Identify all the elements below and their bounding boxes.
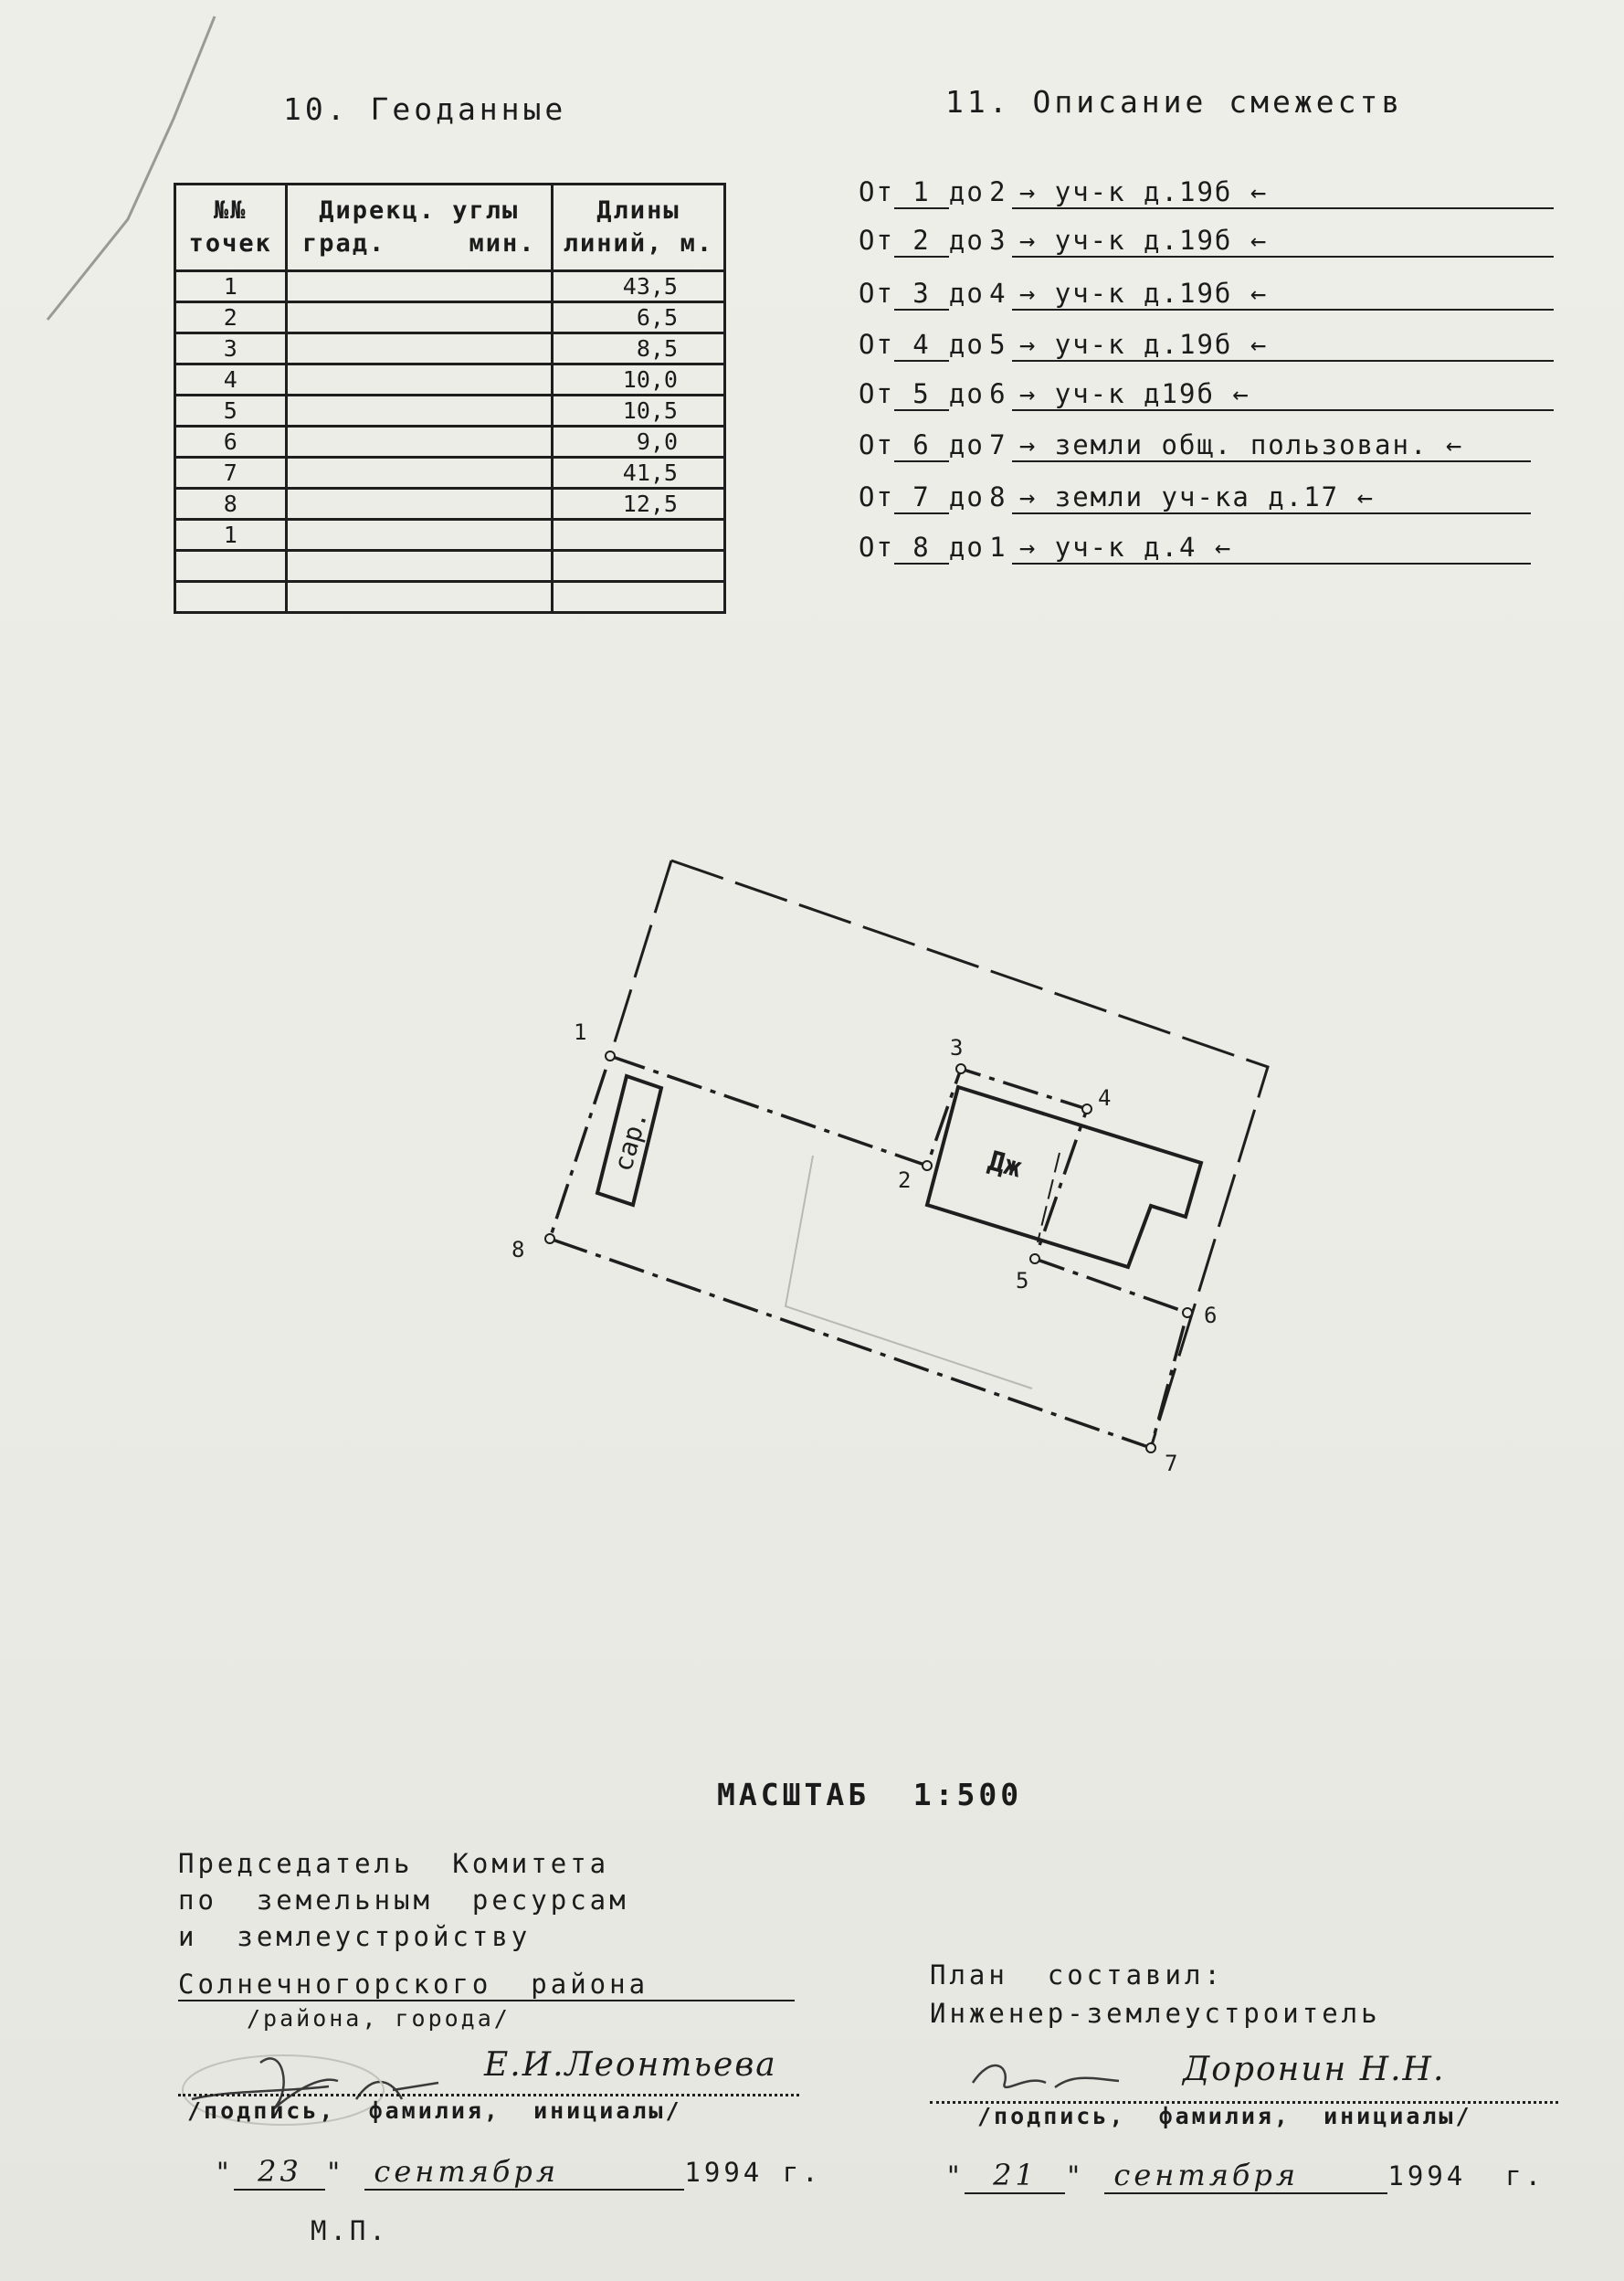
- to-point: 7: [989, 429, 1007, 460]
- adjacency-row: [859, 378, 1554, 415]
- point-cell: 6: [175, 427, 287, 458]
- to-word: до: [948, 176, 985, 207]
- from-word: От: [859, 532, 894, 563]
- composer-date: [945, 2158, 1545, 2194]
- adjacency-description: → земли уч-ка д.17 ←: [1012, 481, 1531, 514]
- from-point: 8: [894, 532, 949, 565]
- scale-label: МАСШТАБ 1:500: [717, 1777, 1023, 1812]
- adjacency-description: → уч-к д19б ←: [1012, 378, 1554, 411]
- chairman-day: 23: [234, 2154, 325, 2191]
- length-cell: 9,0: [552, 427, 724, 458]
- angle-cell: [286, 520, 552, 551]
- to-word: до: [948, 429, 985, 460]
- geodata-title: 10. Геоданные: [283, 91, 567, 127]
- length-cell: 10,5: [552, 396, 724, 427]
- from-word: От: [859, 225, 894, 256]
- from-point: 7: [894, 481, 949, 514]
- geodata-body: [175, 271, 725, 613]
- to-point: 4: [989, 278, 1007, 309]
- angle-cell: [286, 271, 552, 302]
- from-word: От: [859, 176, 894, 207]
- from-word: От: [859, 429, 894, 460]
- length-cell: 12,5: [552, 489, 724, 520]
- quote-close: ": [325, 2157, 345, 2188]
- point-label-8: 8: [511, 1237, 525, 1262]
- to-point: 6: [989, 378, 1007, 409]
- geodata-row: [175, 427, 725, 458]
- angle-cell: [286, 582, 552, 613]
- angle-cell: [286, 396, 552, 427]
- geodata-row: [175, 520, 725, 551]
- adjacency-row: [859, 481, 1531, 518]
- to-point: 8: [989, 481, 1007, 512]
- length-cell: 43,5: [552, 271, 724, 302]
- from-point: 6: [894, 429, 949, 462]
- geodata-row: [175, 302, 725, 333]
- point-label-6: 6: [1204, 1303, 1218, 1328]
- length-cell: 41,5: [552, 458, 724, 489]
- adjacency-row: [859, 429, 1531, 466]
- point-5-marker: [1030, 1254, 1039, 1263]
- house-outline: [927, 1087, 1201, 1267]
- adjacency-description: → уч-к д.4 ←: [1012, 532, 1531, 565]
- length-cell: 8,5: [552, 333, 724, 364]
- geodata-row: [175, 458, 725, 489]
- point-3-marker: [956, 1064, 965, 1073]
- point-cell: 2: [175, 302, 287, 333]
- point-label-1: 1: [574, 1019, 587, 1045]
- chairman-month: сентября: [364, 2154, 684, 2191]
- building-label: Дж: [985, 1145, 1025, 1185]
- geodata-row: [175, 489, 725, 520]
- angle-cell: [286, 333, 552, 364]
- from-point: 1: [894, 176, 949, 209]
- shed-label: сар.: [607, 1106, 654, 1175]
- chairman-line-2: по земельным ресурсам: [178, 1885, 629, 1916]
- point-label-2: 2: [898, 1167, 912, 1193]
- point-2-marker: [923, 1161, 932, 1170]
- adjacency-title: 11. Описание смежеств: [945, 84, 1404, 120]
- angle-cell: [286, 489, 552, 520]
- to-point: 2: [989, 176, 1007, 207]
- point-cell: 1: [175, 520, 287, 551]
- point-1-marker: [606, 1051, 615, 1061]
- point-8-marker: [545, 1234, 554, 1243]
- chairman-sign-caption: /подпись, фамилия, инициалы/: [187, 2097, 682, 2124]
- adjacency-row: [859, 278, 1554, 314]
- composer-day: 21: [965, 2158, 1065, 2194]
- composer-sign-caption: /подпись, фамилия, инициалы/: [977, 2103, 1472, 2129]
- composer-name: Доронин Н.Н.: [1183, 2051, 1446, 2088]
- composer-line-2: Инженер-землеустроитель: [930, 1998, 1381, 2029]
- adjacency-row: [859, 176, 1554, 213]
- geodata-row: [175, 396, 725, 427]
- from-point: 2: [894, 225, 949, 258]
- to-word: до: [948, 481, 985, 512]
- to-word: до: [948, 278, 985, 309]
- composer-line-1: План составил:: [930, 1959, 1224, 1991]
- to-word: до: [948, 532, 985, 563]
- from-word: От: [859, 481, 894, 512]
- point-label-5: 5: [1016, 1268, 1029, 1294]
- chairman-year: 1994 г.: [684, 2157, 822, 2188]
- point-cell: 1: [175, 271, 287, 302]
- point-4-marker: [1082, 1104, 1091, 1114]
- length-cell: 6,5: [552, 302, 724, 333]
- from-point: 3: [894, 278, 949, 311]
- point-cell: 4: [175, 364, 287, 396]
- length-cell: [552, 582, 724, 613]
- angle-cell: [286, 302, 552, 333]
- from-word: От: [859, 378, 894, 409]
- geodata-row: [175, 551, 725, 582]
- point-label-3: 3: [950, 1035, 964, 1061]
- chairman-sign-line: [178, 2092, 799, 2096]
- point-cell: [175, 551, 287, 582]
- adjacency-row: [859, 532, 1531, 568]
- angle-cell: [286, 364, 552, 396]
- angle-cell: [286, 551, 552, 582]
- quote-open: ": [215, 2157, 235, 2188]
- angle-cell: [286, 458, 552, 489]
- composer-year: 1994 г.: [1387, 2160, 1545, 2191]
- adjacency-description: → уч-к д.19б ←: [1012, 278, 1554, 311]
- chairman-district: Солнечногорского района: [178, 1969, 795, 2001]
- length-cell: 10,0: [552, 364, 724, 396]
- geodata-row: [175, 271, 725, 302]
- chairman-district-caption: /района, города/: [247, 2005, 511, 2032]
- to-point: 1: [989, 532, 1007, 563]
- geodata-table: [174, 183, 726, 614]
- length-cell: [552, 520, 724, 551]
- to-word: до: [948, 225, 985, 256]
- point-cell: 5: [175, 396, 287, 427]
- point-label-7: 7: [1165, 1451, 1178, 1476]
- geodata-row: [175, 364, 725, 396]
- length-cell: [552, 551, 724, 582]
- to-word: до: [948, 378, 985, 409]
- site-plan: [493, 840, 1315, 1498]
- from-point: 5: [894, 378, 949, 411]
- from-word: От: [859, 329, 894, 360]
- point-7-marker: [1146, 1443, 1155, 1452]
- adjacency-description: → уч-к д.19б ←: [1012, 329, 1554, 362]
- outer-boundary-left: [612, 861, 671, 1051]
- point-cell: [175, 582, 287, 613]
- to-word: до: [948, 329, 985, 360]
- point-cell: 7: [175, 458, 287, 489]
- header-angles: Дирекц. углы град. мин.: [286, 185, 552, 271]
- point-6-marker: [1183, 1308, 1192, 1317]
- from-word: От: [859, 278, 894, 309]
- angle-cell: [286, 427, 552, 458]
- header-lengths: Длины линий, м.: [552, 185, 724, 271]
- point-cell: 8: [175, 489, 287, 520]
- stamp-place: М.П.: [311, 2215, 389, 2246]
- header-points: №№ точек: [175, 185, 287, 271]
- adjacency-description: → уч-к д.19б ←: [1012, 225, 1554, 258]
- from-point: 4: [894, 329, 949, 362]
- adjacency-description: → уч-к д.19б ←: [1012, 176, 1554, 209]
- adjacency-row: [859, 329, 1554, 365]
- geodata-row: [175, 582, 725, 613]
- geodata-header-row: [175, 185, 725, 271]
- composer-month: сентября: [1104, 2158, 1387, 2194]
- adjacency-row: [859, 225, 1554, 261]
- chairman-line-3: и землеустройству: [178, 1921, 532, 1952]
- to-point: 5: [989, 329, 1007, 360]
- chairman-line-1: Председатель Комитета: [178, 1848, 610, 1879]
- to-point: 3: [989, 225, 1007, 256]
- chairman-name: Е.И.Леонтьева: [484, 2046, 777, 2084]
- adjacency-description: → земли общ. пользован. ←: [1012, 429, 1531, 462]
- point-label-4: 4: [1098, 1085, 1112, 1111]
- quote-open: ": [945, 2160, 965, 2191]
- geodata-row: [175, 333, 725, 364]
- point-cell: 3: [175, 333, 287, 364]
- chairman-date: [215, 2154, 822, 2191]
- quote-close: ": [1065, 2160, 1085, 2191]
